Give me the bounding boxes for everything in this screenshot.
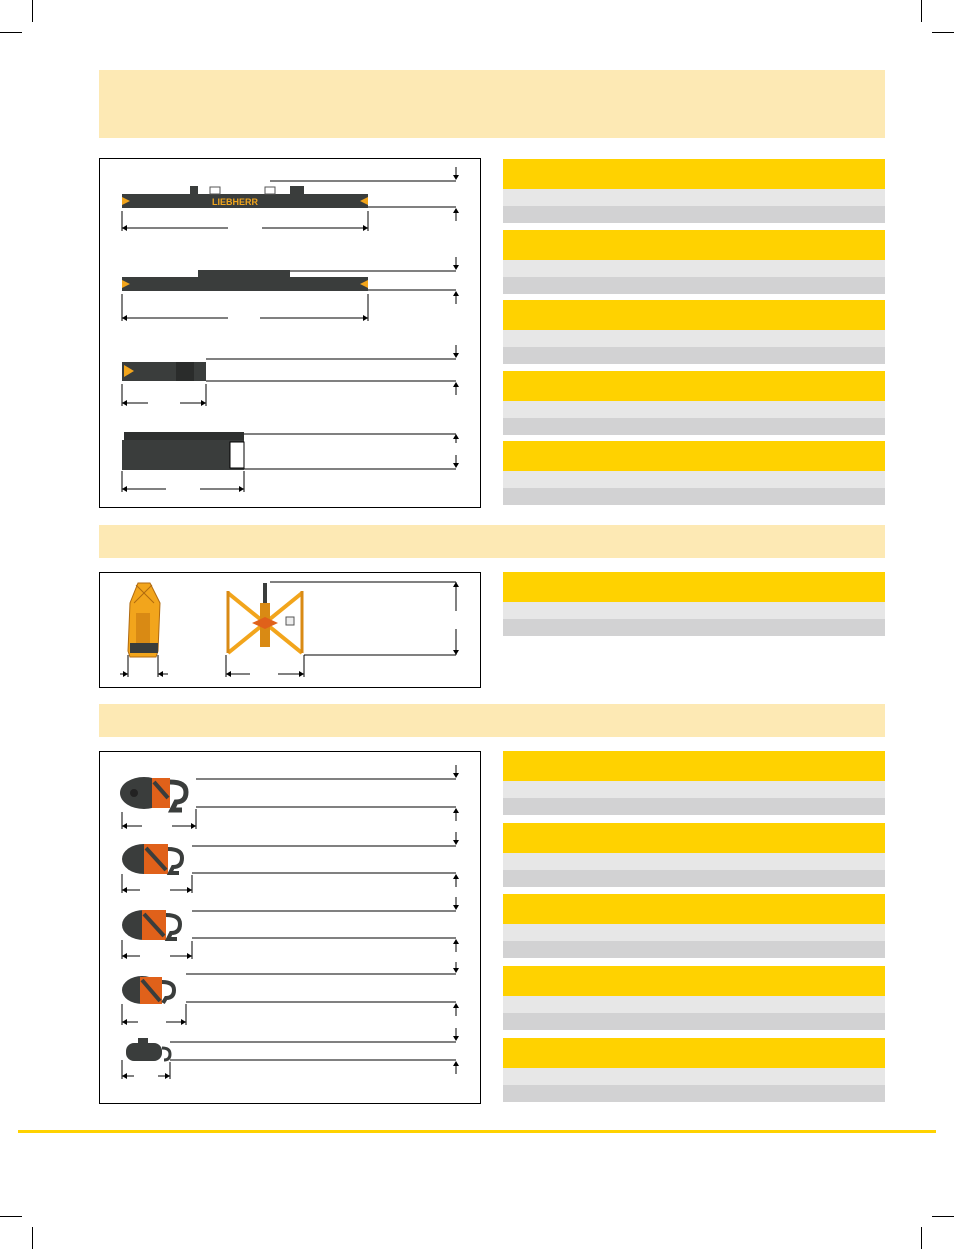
- spec-table-10: [503, 966, 885, 1030]
- crop-mark: [932, 1216, 954, 1217]
- hook-blocks-panel: [99, 751, 481, 1104]
- section-header-band: [99, 704, 885, 737]
- spec-table-5: [503, 441, 885, 505]
- spec-table-11: [503, 1038, 885, 1102]
- crop-mark: [32, 0, 33, 22]
- footer-rule: [18, 1130, 936, 1133]
- crop-mark: [0, 1216, 22, 1217]
- spec-table-8: [503, 823, 885, 887]
- crop-mark: [932, 32, 954, 33]
- spec-table-4: [503, 371, 885, 435]
- crop-mark: [921, 0, 922, 22]
- boom-section-small: [122, 362, 206, 381]
- section-header-band: [99, 525, 885, 558]
- derrick-frame-side-view: [128, 583, 160, 657]
- frame-icon: [100, 573, 481, 688]
- hook-block-4: [122, 976, 174, 1004]
- svg-text:LIEBHERR: LIEBHERR: [212, 197, 259, 207]
- spec-table-7: [503, 751, 885, 815]
- section-header-band: [99, 70, 885, 138]
- spec-table-9: [503, 894, 885, 958]
- boom-section-icon: [100, 159, 481, 508]
- hook-block-3: [122, 910, 180, 940]
- spec-table-2: [503, 230, 885, 294]
- hook-block-icon: [100, 752, 481, 1104]
- boom-section-large: [122, 186, 368, 208]
- crop-mark: [0, 32, 22, 33]
- boom-sections-panel: [99, 158, 481, 508]
- derrick-frame-front-view: [228, 583, 302, 653]
- spec-table-6: [503, 572, 885, 636]
- spec-table-3: [503, 300, 885, 364]
- spec-table-1: [503, 159, 885, 223]
- hook-block-2: [122, 844, 182, 874]
- crop-mark: [32, 1227, 33, 1249]
- hook-ball: [126, 1038, 170, 1061]
- frame-parts-panel: [99, 572, 481, 688]
- hook-block-1: [120, 777, 186, 810]
- boom-base-section: [122, 432, 244, 470]
- crop-mark: [921, 1227, 922, 1249]
- boom-section-medium: [122, 270, 368, 291]
